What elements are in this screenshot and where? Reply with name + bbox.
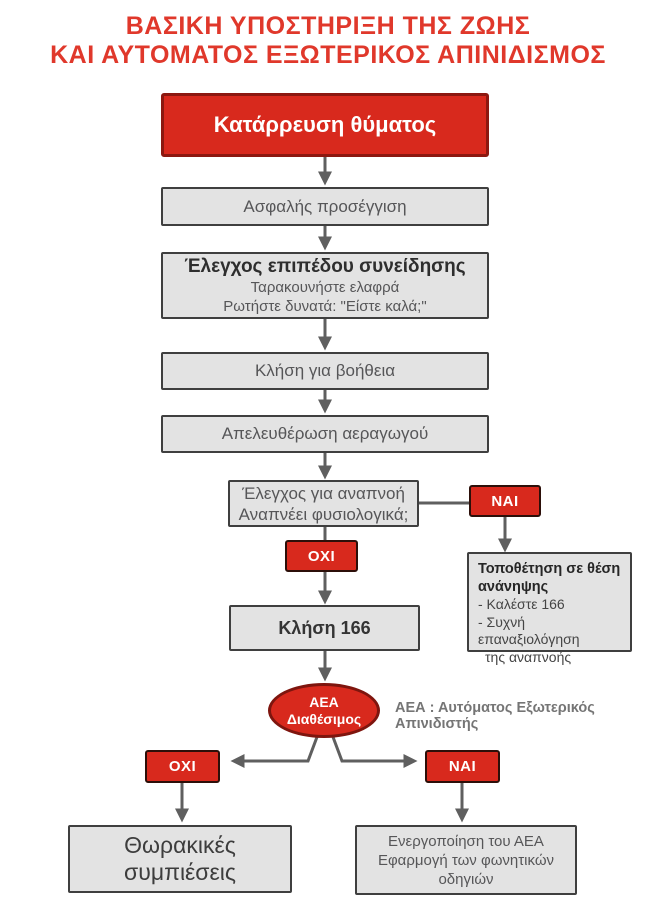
node-open-airway-label: Απελευθέρωση αεραγωγού (221, 424, 429, 443)
page-title-line1: ΒΑΣΙΚΗ ΥΠΟΣΤΗΡΙΞΗ ΤΗΣ ΖΩΗΣ (125, 12, 531, 40)
node-call-166 (229, 605, 420, 651)
page-title (0, 12, 656, 70)
node-no-aed-label: ΟΧΙ (168, 758, 197, 775)
node-consciousness-line3: Ρωτήστε δυνατά: "Είστε καλά;" (223, 298, 427, 315)
node-safe-approach-label: Ασφαλής προσέγγιση (243, 196, 407, 216)
node-aed-available (268, 683, 380, 738)
node-chest-compressions (68, 825, 292, 893)
node-activate-aed-line1: Ενεργοποίηση του ΑΕΑ (388, 832, 544, 850)
node-recovery-title-line1: Τοποθέτηση σε θέση (478, 561, 621, 577)
node-call-for-help (161, 352, 489, 390)
node-recovery-item1: - Καλέστε 166 (478, 596, 565, 612)
arrow-aed-to-yes (333, 737, 414, 761)
aed-abbreviation-note: ΑΕΑ : Αυτόματος Εξωτερικός Απινιδιστής (395, 700, 595, 732)
node-breathing-check-line1: Έλεγχος για αναπνοή (242, 483, 405, 503)
node-consciousness-line2: Ταρακουνήστε ελαφρά (250, 279, 400, 296)
node-safe-approach (161, 187, 489, 226)
node-recovery-title-line2: ανάνηψης (478, 578, 549, 595)
node-victim-collapse-label: Κατάρρευση θύματος (213, 112, 437, 137)
node-consciousness-title: Έλεγχος επιπέδου συνείδησης (184, 256, 466, 277)
node-no-breathing (285, 540, 358, 572)
node-activate-aed (355, 825, 577, 895)
node-activate-aed-line2: Εφαρμογή των φωνητικών (377, 851, 555, 869)
node-call-for-help-label: Κλήση για βοήθεια (254, 361, 396, 380)
node-aed-available-line1: ΑΕΑ (309, 693, 339, 710)
node-call-166-label: Κλήση 166 (278, 617, 371, 638)
node-chest-compressions-label: Θωρακικές συμπιέσεις (124, 832, 236, 885)
node-recovery-item3: της αναπνοής (485, 648, 572, 665)
node-recovery-item2: - Συχνή επαναξιολόγηση (478, 613, 580, 647)
node-aed-available-line2: Διαθέσιμος (286, 710, 362, 727)
node-yes-breathing (469, 485, 541, 517)
node-breathing-check-line2: Αναπνέει φυσιολογικά; (238, 504, 409, 524)
node-yes-breathing-label: ΝΑΙ (491, 492, 519, 510)
node-victim-collapse (161, 93, 489, 157)
node-open-airway (161, 415, 489, 453)
node-activate-aed-line3: οδηγιών (438, 870, 494, 888)
node-recovery-position (467, 552, 632, 665)
node-consciousness-check (161, 252, 489, 319)
node-yes-aed-label: ΝΑΙ (448, 758, 477, 775)
node-breathing-check (228, 480, 419, 527)
node-no-aed (145, 750, 220, 783)
arrow-aed-to-no (234, 737, 317, 761)
node-yes-aed (425, 750, 500, 783)
page-title-line2: ΚΑΙ ΑΥΤΟΜΑΤΟΣ ΕΞΩΤΕΡΙΚΟΣ ΑΠΙΝΙΔΙΣΜΟΣ (50, 41, 606, 69)
node-no-breathing-label: ΟΧΙ (307, 547, 336, 565)
